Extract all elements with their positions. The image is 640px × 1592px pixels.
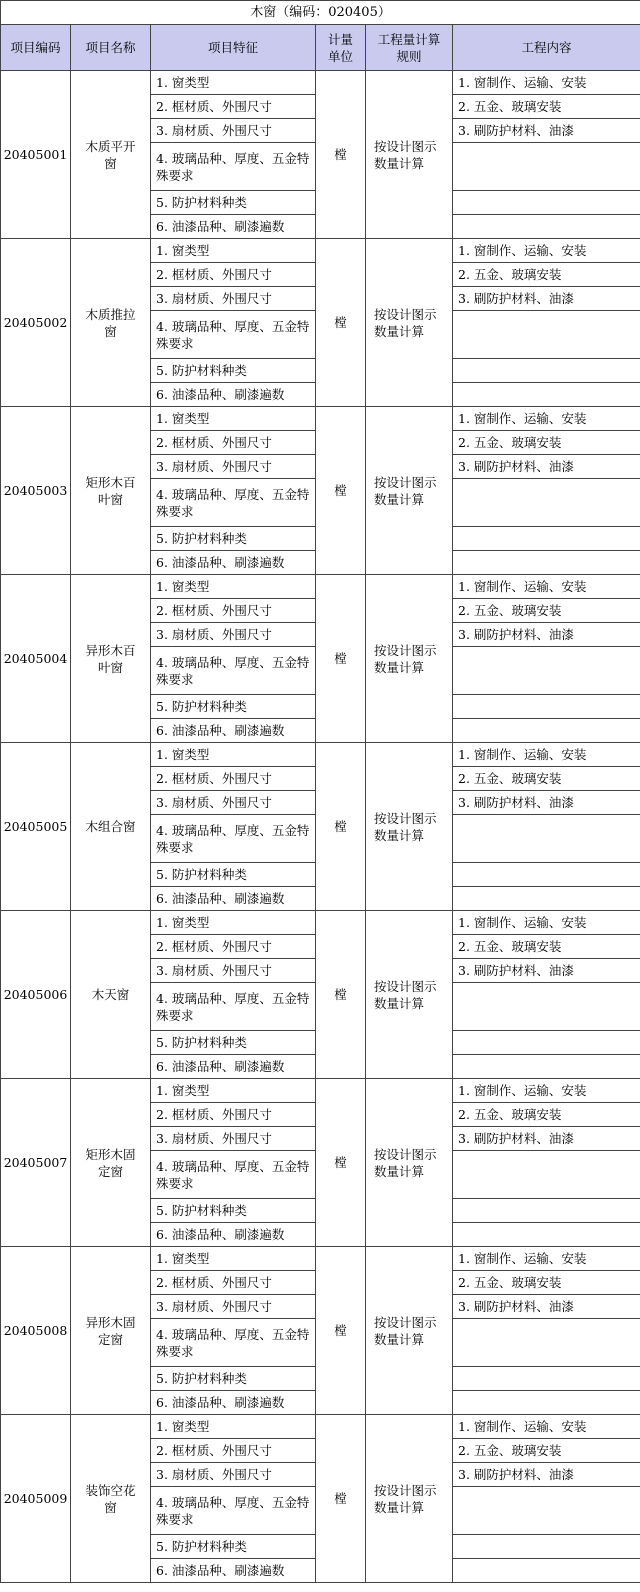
- rule-cell: [366, 71, 453, 239]
- content-cell: [453, 359, 640, 383]
- content-cell: [453, 1367, 640, 1391]
- feature-cell: 2. 框材质、外围尺寸: [151, 431, 316, 455]
- feature-cell: 3. 扇材质、外围尺寸: [151, 1463, 316, 1487]
- feature-cell: 2. 框材质、外围尺寸: [151, 1271, 316, 1295]
- header-unit-line1: 计量: [327, 31, 353, 47]
- content-cell: 3. 刷防护材料、油漆: [453, 1127, 640, 1151]
- content-cell: [453, 647, 640, 695]
- header-rule: [366, 25, 453, 71]
- unit-cell: 樘: [316, 911, 366, 1079]
- unit-cell: 樘: [316, 1079, 366, 1247]
- rule-line1: 按设计图示: [374, 810, 437, 826]
- content-cell: [453, 983, 640, 1031]
- feature-cell: 6. 油漆品种、刷漆遍数: [151, 887, 316, 911]
- table-row: [1, 1247, 640, 1271]
- content-cell: [453, 1223, 640, 1247]
- item-code-cell: 20405007: [1, 1079, 71, 1247]
- rule-cell: [366, 911, 453, 1079]
- rule-line1: 按设计图示: [374, 474, 437, 490]
- item-code-cell: 20405005: [1, 743, 71, 911]
- table-row: [1, 1415, 640, 1439]
- unit-cell: 樘: [316, 575, 366, 743]
- rule-line2: 数量计算: [374, 827, 425, 843]
- content-cell: [453, 719, 640, 743]
- item-name-cell: 木天窗: [71, 911, 151, 1079]
- content-cell: [453, 479, 640, 527]
- feature-cell: 3. 扇材质、外围尺寸: [151, 455, 316, 479]
- unit-cell: 樘: [316, 407, 366, 575]
- item-code-cell: 20405004: [1, 575, 71, 743]
- feature-cell: 2. 框材质、外围尺寸: [151, 1439, 316, 1463]
- rule-line1: 按设计图示: [374, 978, 437, 994]
- feature-cell: 1. 窗类型: [151, 575, 316, 599]
- feature-cell: 4. 玻璃品种、厚度、五金特殊要求: [151, 983, 316, 1031]
- feature-cell: 4. 玻璃品种、厚度、五金特殊要求: [151, 1319, 316, 1367]
- content-cell: [453, 887, 640, 911]
- feature-cell: 6. 油漆品种、刷漆遍数: [151, 1391, 316, 1415]
- rule-cell: [366, 743, 453, 911]
- feature-cell: 6. 油漆品种、刷漆遍数: [151, 383, 316, 407]
- content-cell: 3. 刷防护材料、油漆: [453, 623, 640, 647]
- rule-line2: 数量计算: [374, 155, 425, 171]
- content-cell: [453, 1031, 640, 1055]
- content-cell: 3. 刷防护材料、油漆: [453, 1295, 640, 1319]
- content-cell: [453, 1319, 640, 1367]
- feature-cell: 3. 扇材质、外围尺寸: [151, 959, 316, 983]
- item-name-cell: 木质推拉窗: [71, 239, 151, 407]
- content-cell: [453, 383, 640, 407]
- feature-cell: 6. 油漆品种、刷漆遍数: [151, 215, 316, 239]
- item-code-cell: 20405002: [1, 239, 71, 407]
- feature-cell: 6. 油漆品种、刷漆遍数: [151, 1055, 316, 1079]
- item-code-cell: 20405009: [1, 1415, 71, 1583]
- content-cell: [453, 1391, 640, 1415]
- header-row: [1, 25, 640, 71]
- header-name: 项目名称: [71, 25, 151, 71]
- content-cell: [453, 1199, 640, 1223]
- feature-cell: 6. 油漆品种、刷漆遍数: [151, 1559, 316, 1583]
- feature-cell: 6. 油漆品种、刷漆遍数: [151, 1223, 316, 1247]
- content-cell: 1. 窗制作、运输、安装: [453, 239, 640, 263]
- unit-cell: 樘: [316, 71, 366, 239]
- rule-line2: 数量计算: [374, 491, 425, 507]
- content-cell: [453, 1487, 640, 1535]
- feature-cell: 1. 窗类型: [151, 743, 316, 767]
- feature-cell: 2. 框材质、外围尺寸: [151, 1103, 316, 1127]
- content-cell: 2. 五金、玻璃安装: [453, 767, 640, 791]
- feature-cell: 2. 框材质、外围尺寸: [151, 767, 316, 791]
- content-cell: 1. 窗制作、运输、安装: [453, 911, 640, 935]
- feature-cell: 5. 防护材料种类: [151, 1367, 316, 1391]
- header-unit: [316, 25, 366, 71]
- rule-line1: 按设计图示: [374, 642, 437, 658]
- rule-cell: [366, 1247, 453, 1415]
- table-row: [1, 407, 640, 431]
- item-name-cell: 矩形木固定窗: [71, 1079, 151, 1247]
- content-cell: [453, 551, 640, 575]
- content-cell: 2. 五金、玻璃安装: [453, 935, 640, 959]
- rule-cell: [366, 239, 453, 407]
- unit-cell: 樘: [316, 239, 366, 407]
- table-row: [1, 239, 640, 263]
- content-cell: 1. 窗制作、运输、安装: [453, 1247, 640, 1271]
- item-name-cell: 矩形木百叶窗: [71, 407, 151, 575]
- feature-cell: 1. 窗类型: [151, 239, 316, 263]
- unit-cell: 樘: [316, 743, 366, 911]
- feature-cell: 2. 框材质、外围尺寸: [151, 263, 316, 287]
- content-cell: [453, 311, 640, 359]
- item-code-cell: 20405003: [1, 407, 71, 575]
- content-cell: 3. 刷防护材料、油漆: [453, 959, 640, 983]
- table-body: [1, 71, 640, 1583]
- rule-cell: [366, 1079, 453, 1247]
- rule-line1: 按设计图示: [374, 306, 437, 322]
- content-cell: 1. 窗制作、运输、安装: [453, 743, 640, 767]
- item-code-cell: 20405006: [1, 911, 71, 1079]
- content-cell: 1. 窗制作、运输、安装: [453, 575, 640, 599]
- content-cell: 2. 五金、玻璃安装: [453, 95, 640, 119]
- feature-cell: 3. 扇材质、外围尺寸: [151, 623, 316, 647]
- unit-cell: 樘: [316, 1247, 366, 1415]
- item-code-cell: 20405001: [1, 71, 71, 239]
- feature-cell: 4. 玻璃品种、厚度、五金特殊要求: [151, 311, 316, 359]
- feature-cell: 3. 扇材质、外围尺寸: [151, 1295, 316, 1319]
- feature-cell: 3. 扇材质、外围尺寸: [151, 119, 316, 143]
- feature-cell: 2. 框材质、外围尺寸: [151, 95, 316, 119]
- feature-cell: 5. 防护材料种类: [151, 359, 316, 383]
- rule-cell: [366, 575, 453, 743]
- table-row: [1, 575, 640, 599]
- content-cell: [453, 1151, 640, 1199]
- rule-line2: 数量计算: [374, 323, 425, 339]
- feature-cell: 5. 防护材料种类: [151, 1031, 316, 1055]
- feature-cell: 5. 防护材料种类: [151, 1535, 316, 1559]
- item-name-cell: 装饰空花窗: [71, 1415, 151, 1583]
- feature-cell: 6. 油漆品种、刷漆遍数: [151, 551, 316, 575]
- feature-cell: 1. 窗类型: [151, 1415, 316, 1439]
- rule-line1: 按设计图示: [374, 138, 437, 154]
- content-cell: 3. 刷防护材料、油漆: [453, 287, 640, 311]
- content-cell: 2. 五金、玻璃安装: [453, 599, 640, 623]
- item-name-cell: 木组合窗: [71, 743, 151, 911]
- feature-cell: 5. 防护材料种类: [151, 695, 316, 719]
- rule-cell: [366, 1415, 453, 1583]
- content-cell: [453, 191, 640, 215]
- feature-cell: 4. 玻璃品种、厚度、五金特殊要求: [151, 647, 316, 695]
- content-cell: 2. 五金、玻璃安装: [453, 263, 640, 287]
- rule-line2: 数量计算: [374, 1331, 425, 1347]
- feature-cell: 2. 框材质、外围尺寸: [151, 599, 316, 623]
- header-content: 工程内容: [453, 25, 640, 71]
- feature-cell: 3. 扇材质、外围尺寸: [151, 287, 316, 311]
- feature-cell: 4. 玻璃品种、厚度、五金特殊要求: [151, 143, 316, 191]
- feature-cell: 4. 玻璃品种、厚度、五金特殊要求: [151, 815, 316, 863]
- unit-cell: 樘: [316, 1415, 366, 1583]
- feature-cell: 3. 扇材质、外围尺寸: [151, 1127, 316, 1151]
- content-cell: 3. 刷防护材料、油漆: [453, 455, 640, 479]
- content-cell: [453, 143, 640, 191]
- content-cell: [453, 1559, 640, 1583]
- feature-cell: 1. 窗类型: [151, 71, 316, 95]
- item-name-cell: 异形木百叶窗: [71, 575, 151, 743]
- content-cell: [453, 215, 640, 239]
- rule-line2: 数量计算: [374, 995, 425, 1011]
- feature-cell: 1. 窗类型: [151, 911, 316, 935]
- rule-line1: 按设计图示: [374, 1314, 437, 1330]
- feature-cell: 1. 窗类型: [151, 407, 316, 431]
- content-cell: 3. 刷防护材料、油漆: [453, 791, 640, 815]
- feature-cell: 5. 防护材料种类: [151, 527, 316, 551]
- content-cell: 2. 五金、玻璃安装: [453, 1103, 640, 1127]
- content-cell: [453, 1535, 640, 1559]
- rule-cell: [366, 407, 453, 575]
- content-cell: 3. 刷防护材料、油漆: [453, 1463, 640, 1487]
- rule-line2: 数量计算: [374, 1163, 425, 1179]
- feature-cell: 2. 框材质、外围尺寸: [151, 935, 316, 959]
- feature-cell: 5. 防护材料种类: [151, 191, 316, 215]
- rule-line1: 按设计图示: [374, 1482, 437, 1498]
- content-cell: 2. 五金、玻璃安装: [453, 431, 640, 455]
- header-code: 项目编码: [1, 25, 71, 71]
- content-cell: [453, 695, 640, 719]
- rule-line2: 数量计算: [374, 1499, 425, 1515]
- rule-line2: 数量计算: [374, 659, 425, 675]
- table-title: 木窗（编码：020405）: [1, 1, 640, 25]
- content-cell: 1. 窗制作、运输、安装: [453, 1415, 640, 1439]
- header-unit-line2: 单位: [327, 48, 353, 64]
- content-cell: 1. 窗制作、运输、安装: [453, 407, 640, 431]
- table-row: [1, 743, 640, 767]
- item-code-cell: 20405008: [1, 1247, 71, 1415]
- feature-cell: 1. 窗类型: [151, 1247, 316, 1271]
- content-cell: 2. 五金、玻璃安装: [453, 1271, 640, 1295]
- header-features: 项目特征: [151, 25, 316, 71]
- table-row: [1, 71, 640, 95]
- feature-cell: 1. 窗类型: [151, 1079, 316, 1103]
- feature-cell: 4. 玻璃品种、厚度、五金特殊要求: [151, 1151, 316, 1199]
- feature-cell: 5. 防护材料种类: [151, 863, 316, 887]
- header-rule-line2: 规则: [396, 48, 422, 64]
- item-name-cell: 异形木固定窗: [71, 1247, 151, 1415]
- feature-cell: 6. 油漆品种、刷漆遍数: [151, 719, 316, 743]
- content-cell: 3. 刷防护材料、油漆: [453, 119, 640, 143]
- content-cell: [453, 815, 640, 863]
- feature-cell: 5. 防护材料种类: [151, 1199, 316, 1223]
- feature-cell: 3. 扇材质、外围尺寸: [151, 791, 316, 815]
- feature-cell: 4. 玻璃品种、厚度、五金特殊要求: [151, 479, 316, 527]
- content-cell: [453, 527, 640, 551]
- rule-line1: 按设计图示: [374, 1146, 437, 1162]
- table-row: [1, 1079, 640, 1103]
- feature-cell: 4. 玻璃品种、厚度、五金特殊要求: [151, 1487, 316, 1535]
- content-cell: [453, 863, 640, 887]
- content-cell: 1. 窗制作、运输、安装: [453, 1079, 640, 1103]
- content-cell: 2. 五金、玻璃安装: [453, 1439, 640, 1463]
- table-row: [1, 911, 640, 935]
- content-cell: [453, 1055, 640, 1079]
- item-name-cell: 木质平开窗: [71, 71, 151, 239]
- content-cell: 1. 窗制作、运输、安装: [453, 71, 640, 95]
- header-rule-line1: 工程量计算: [377, 31, 441, 47]
